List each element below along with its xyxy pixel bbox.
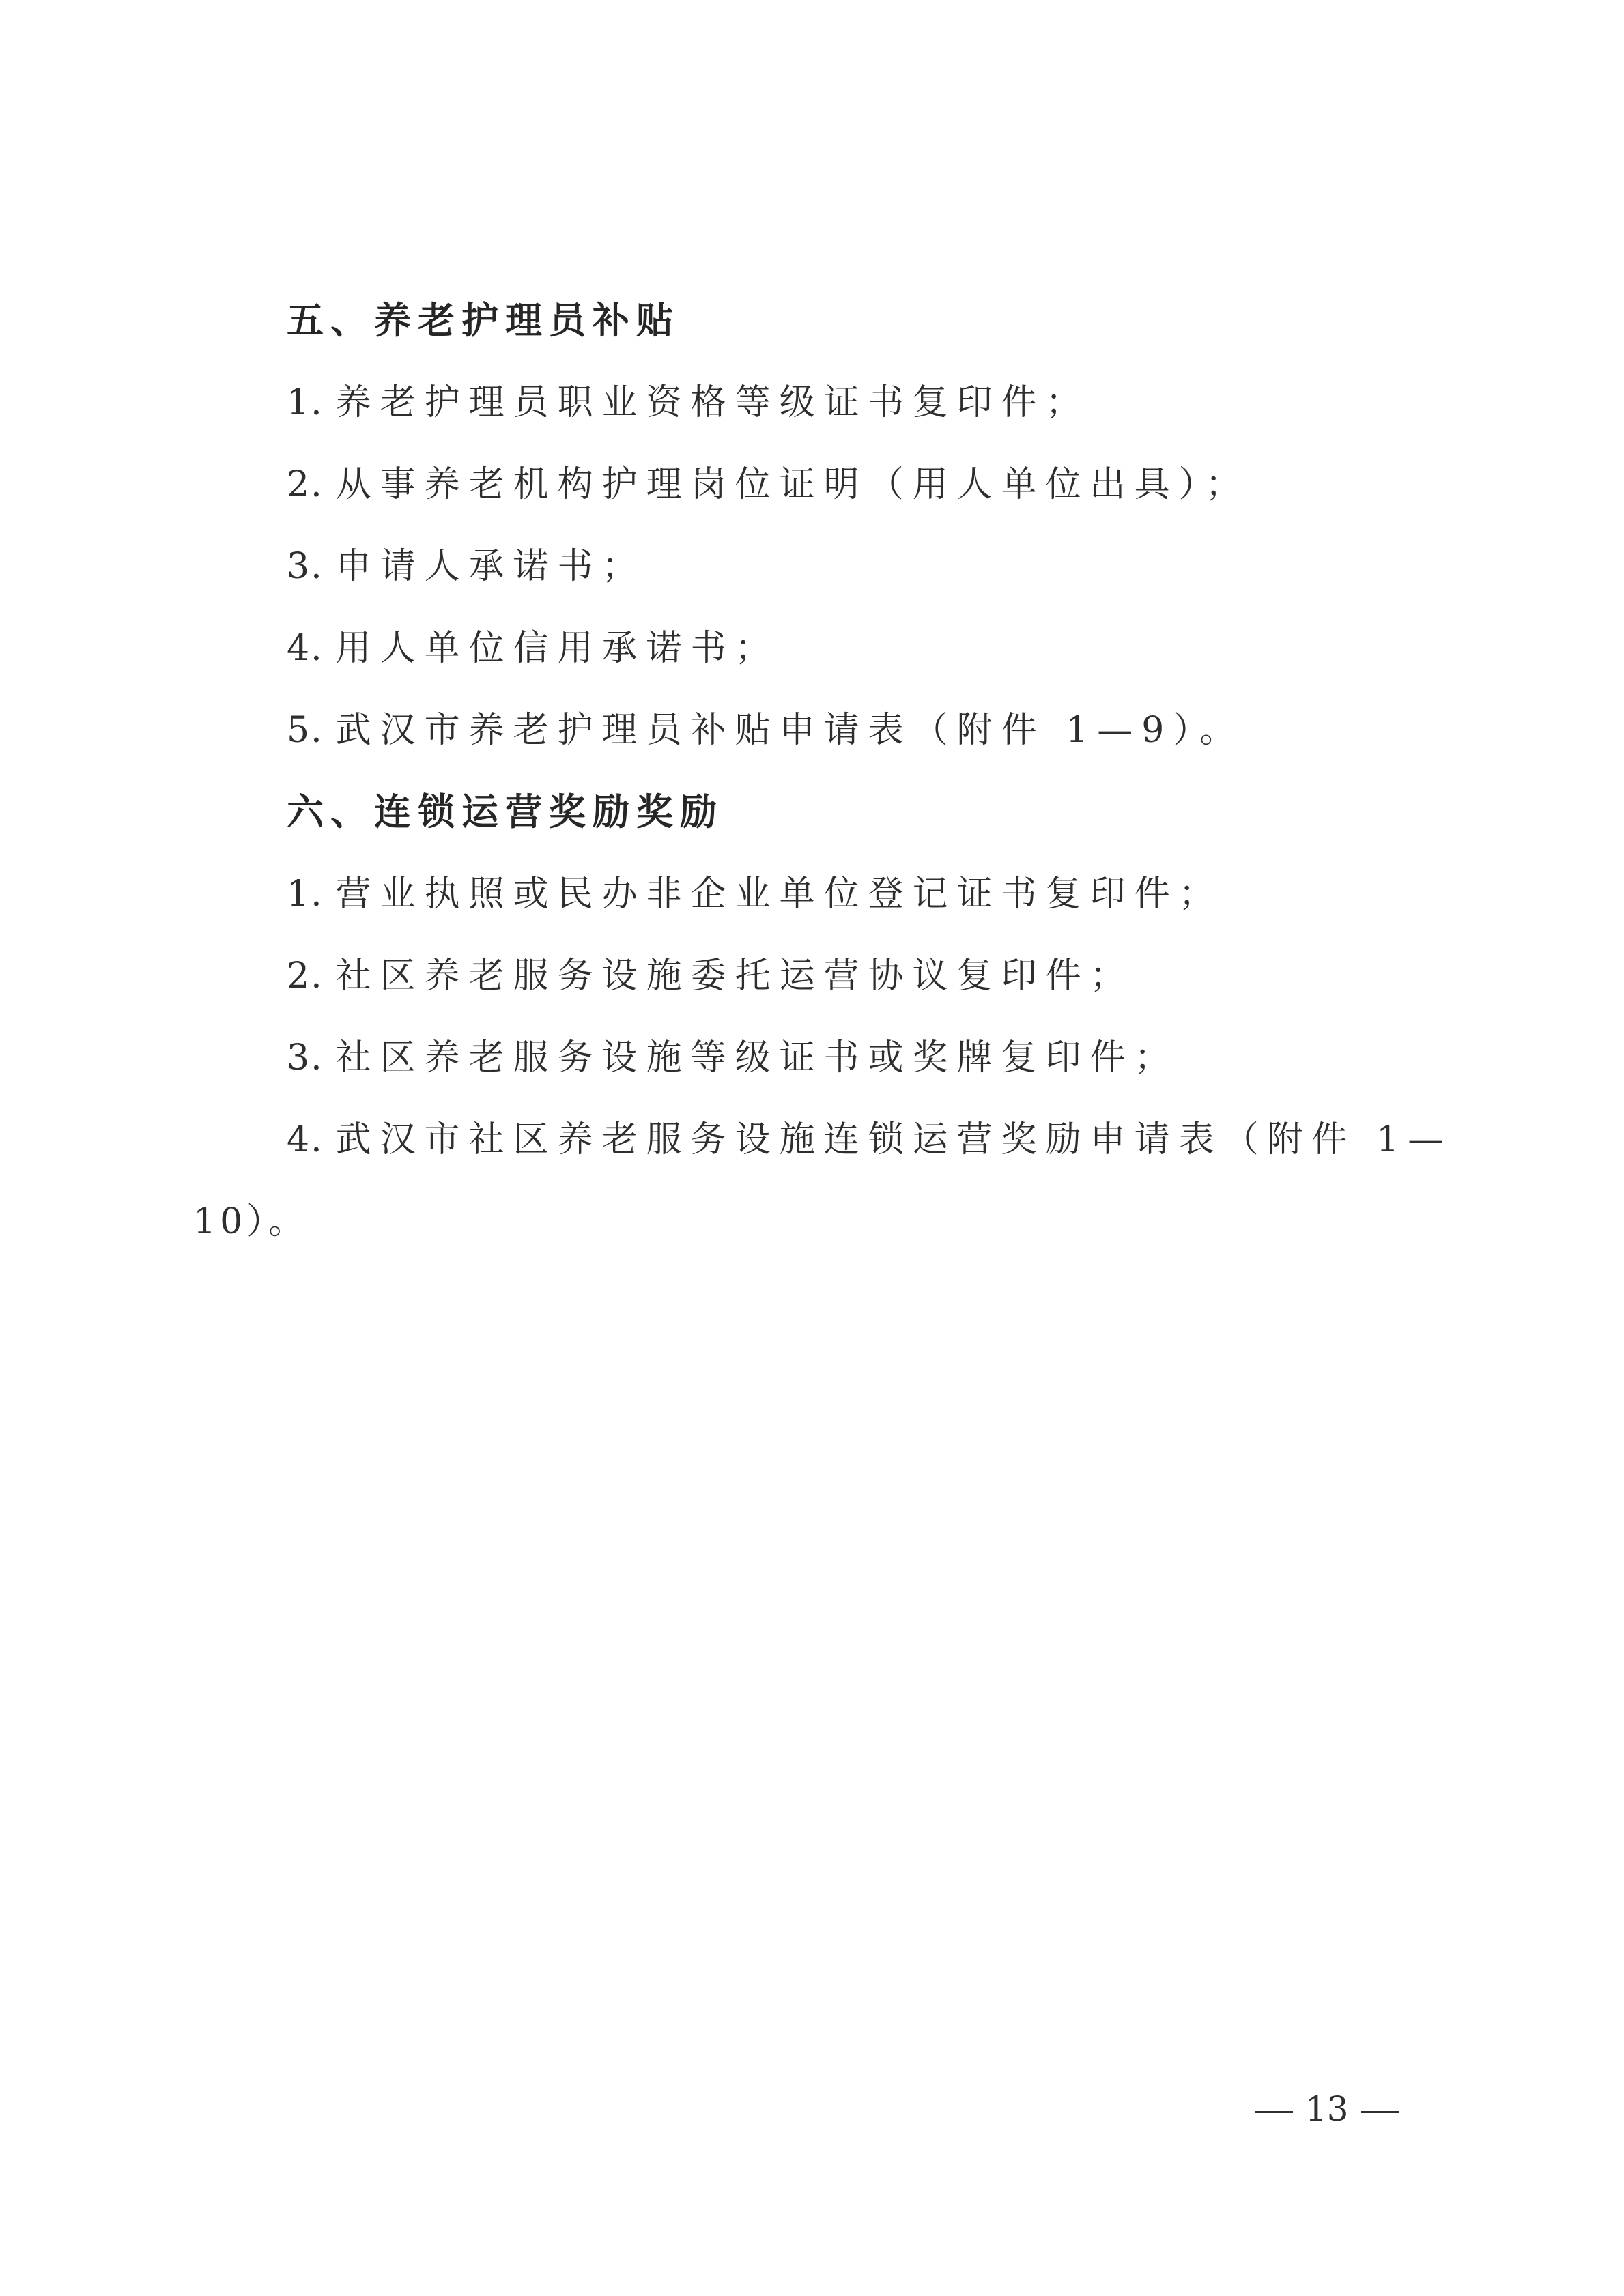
item-number: 3.: [287, 1037, 324, 1078]
list-item: [287, 952, 1135, 1000]
dash-left: [1255, 2111, 1293, 2113]
item-number: 5.: [287, 710, 324, 751]
item-number: 2.: [287, 956, 324, 996]
item-text: 用人单位信用承诺书；: [335, 628, 780, 669]
item-number: 1.: [287, 874, 324, 915]
section-heading: 五、养老护理员补贴: [287, 299, 680, 342]
item-text: 武汉市社区养老服务设施连锁运营奖励申请表（附件 1—: [335, 1119, 1453, 1160]
list-item: [287, 1034, 1179, 1082]
page-number-value: 13: [1305, 2089, 1349, 2129]
item-text: 武汉市养老护理员补贴申请表（附件 1—9）。: [335, 710, 1244, 751]
item-number: 1.: [287, 382, 324, 423]
item-text: 从事养老机构护理岗位证明（用人单位出具）；: [335, 464, 1250, 505]
item-text: 社区养老服务设施委托运营协议复印件；: [335, 956, 1135, 996]
item-number: 4.: [287, 1119, 324, 1160]
list-item: [287, 461, 1250, 508]
list-item: [287, 625, 780, 672]
item-text: 社区养老服务设施等级证书或奖牌复印件；: [335, 1037, 1179, 1078]
dash-right: [1361, 2111, 1399, 2113]
item-number: 3.: [287, 546, 324, 587]
list-item: [287, 870, 1223, 918]
page-number: [1242, 2085, 1412, 2133]
item-text: 养老护理员职业资格等级证书复印件；: [335, 382, 1090, 423]
item-text: 申请人承诺书；: [335, 546, 646, 587]
list-item: [287, 706, 1244, 754]
list-item-continuation: 10）。: [193, 1201, 309, 1242]
list-item: [287, 1116, 1452, 1164]
section-heading: 六、连锁运营奖励奖励: [287, 790, 724, 833]
item-text: 营业执照或民办非企业单位登记证书复印件；: [335, 874, 1223, 915]
list-item: [287, 379, 1090, 427]
item-number: 2.: [287, 464, 324, 505]
item-number: 4.: [287, 628, 324, 669]
list-item: [287, 543, 646, 590]
